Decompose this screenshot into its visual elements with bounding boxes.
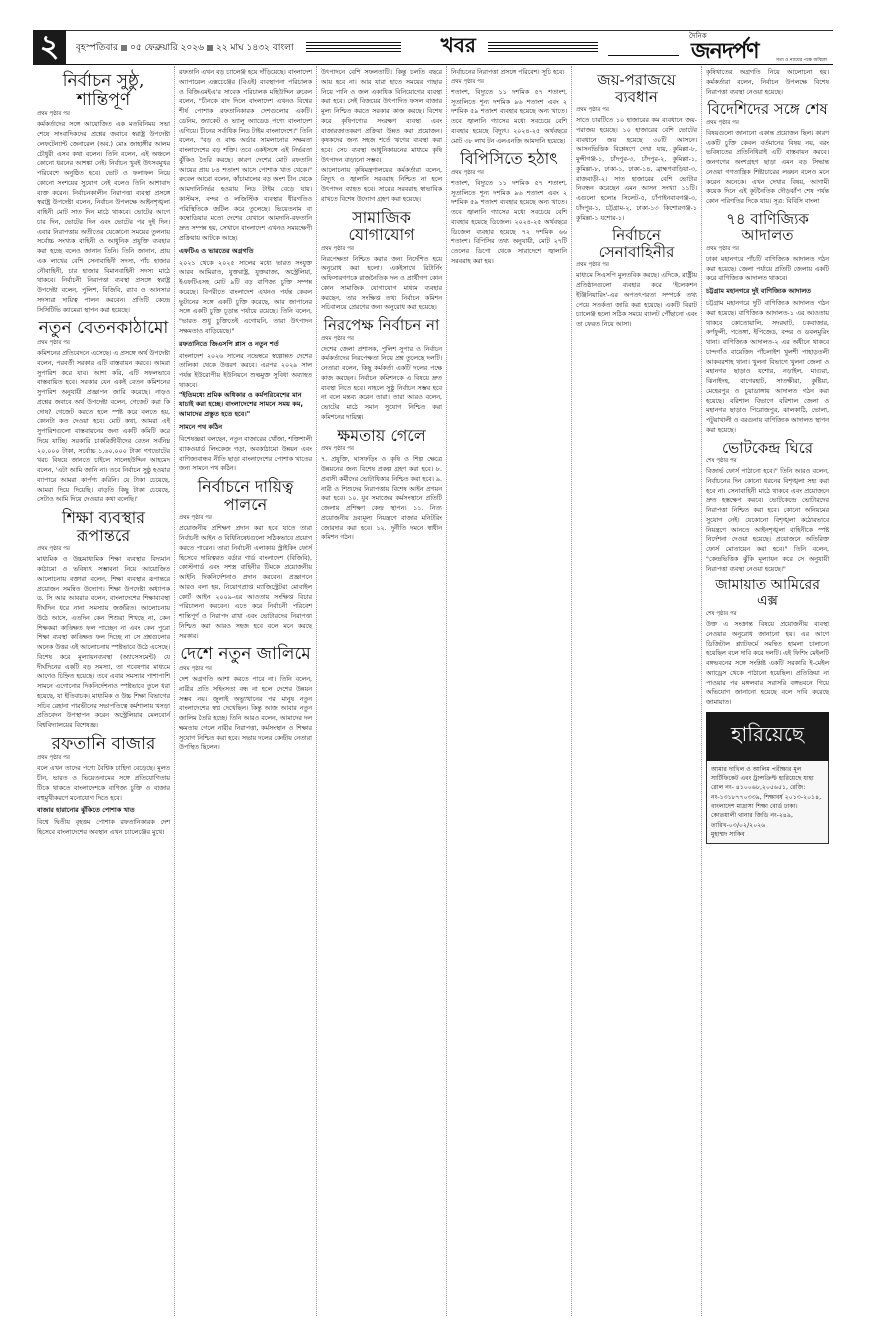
article-army-in-election[interactable] — [576, 227, 697, 330]
headline: ভোটকেন্দ্র ঘিরে — [721, 438, 814, 457]
article-body: চট্টগ্রাম মহানগরে দুটি বাণিজ্যিক আদালত গঠন করা হয়েছে। বাণিজ্যিক আদালত-১ এর আওতায় থাকবে কোতোয়ালি, সদরঘাট, চকবাজার, কর্ণফুলী, পতেঙ্গা, ইপিজেড, বন্দর ও ডবলমুরিং থানা। বাণিজ্যিক আদালত-২ এর অধীনে থাকবে চান্দগাঁও বায়েজিদ পাঁচলাইশ খুলশী পাহাড়তলী আকবরশাহ থানা। খুলনা বিভাগে খুলনা জেলা ও মহানগর ছাড়াও যশোর, নড়াইল, মাগুরা, ঝিনাইদহ, বাগেরহাট, সাতক্ষীরা, কুষ্টিয়া, মেহেরপুর ও চুয়াডাঙ্গায় আদালত গঠন করা হয়েছে। বরিশাল বিভাগে বরিশাল জেলা ও মহানগর ছাড়াও পিরোজপুর, ঝালকাঠি, ভোলা, পটুয়াখালী ও বরগুনায় বাণিজ্যিক আদালত স্থাপন করা হয়েছে। — [706, 300, 829, 434]
column-3 — [317, 66, 447, 1316]
logo-name: জনদর্পণ — [691, 38, 759, 64]
headline: নতুন বেতনকাঠামো — [38, 318, 169, 339]
article-body: ঢাকা মহানগরে পাঁচটি বাণিজ্যিক আদালত গঠন করা হয়েছে। জেলা পর্যায়ে প্রতিটি জেলায় একটি করে বাণিজ্যিক আদালত থাকবে। — [706, 255, 829, 283]
lost-notice-name: মুহাম্মদ সাকিব — [711, 830, 745, 838]
article-body: সাতে চারটিতে ১০ হাজারের কম ব্যবধানে জয়-পরাজয় হয়েছে। ১০ হাজারের বেশি ভোটের ব্যবধানে জয় হয়েছে ৩০টি আসনে। আসনভিত্তিক বিশ্লেষণে দেখা যায়, কুমিল্লা-৮, মুন্সীগঞ্জ-১, চাঁদপুর-৩, চাঁদপুর-২, কুমিল্লা-১, কুমিল্লা-৮, ঢাকা-১, ঢাকা-১৪, ব্রাহ্মণবাড়িয়া-৩, রাজবাড়ী-২। সাত হাজারের বেশি ভোটার নিবন্ধন করেছেন এমন আসন সংখ্যা ১১টি। এগুলো হলোঃ সিলেট-৫, চাঁপাইনবাবগঞ্জ-৩, চাঁদপুর-১, চট্টগ্রাম-২, ঢাকা-১৩ কিশোরগঞ্জ-১ কুমিল্লা-১ যশোর-১। — [576, 117, 697, 222]
article-body: বিশ্বে দ্বিতীয় বৃহত্তম পোশাক রফতানিকারক দেশ হিসেবে বাংলাদেশের অবস্থান এখন চ্যালেঞ্জের মুখে। — [37, 819, 170, 837]
continuation-note: প্রথম পৃষ্ঠার পর — [706, 245, 739, 252]
subheading: সামনে পথ কঠিন — [179, 423, 223, 432]
continuation-note: প্রথম পৃষ্ঠার পর — [706, 119, 739, 126]
article-export-continued[interactable] — [179, 68, 312, 474]
continuation-note: প্রথম পৃষ্ঠার পর — [321, 245, 354, 252]
column-2 — [175, 66, 317, 1316]
continuation-note: প্রথম পৃষ্ঠার পর — [451, 169, 484, 176]
headline: বিদেশিদের সঙ্গে শেষ — [707, 100, 828, 119]
continuation-note: প্রথম পৃষ্ঠার পর — [179, 666, 212, 673]
article-body: আলোচনায় কৃষিমন্ত্রণালয়ের কর্মকর্তারা বলেন, বিদ্যুৎ ও জ্বালানি সরবরাহ নিশ্চিত না হলে উৎপাদন ব্যাহত হবে। সারের সরবরাহ স্বাভাবিক রাখতে বিশেষ উদ্যোগ গ্রহণ করা হয়েছে। — [321, 166, 442, 203]
newspaper-logo — [689, 30, 829, 65]
continuation-note: প্রথম পৃষ্ঠার পর — [37, 755, 70, 762]
article-body: কর্মকর্তাদের সঙ্গে আয়োজিত এক মতবিনিময় সভা শেষে সাংবাদিকদের প্রশ্নের জবাবে স্বরাষ্ট্র উপদেষ্টা লেফটেন্যান্ট জেনারেল (অব.) মোঃ জাহাঙ্গীর আলম চৌধুরী এসব কথা বলেন। তিনি বলেন, এই অঞ্চলে কোনো ধরনের আশঙ্কা নেই। নির্বাচন খুবই উৎসবমুখর পরিবেশে অনুষ্ঠিত হবে। ভোট ও ফলাফল নিয়ে কোনো সংশয়ের সুযোগ নেই বলেও তিনি আশাবাদ ব্যক্ত করেন। নির্বাচনকালীন নিরাপত্তা ব্যবস্থা প্রসঙ্গে স্বরাষ্ট্র উপদেষ্টা বলেন, নির্বাচন উপলক্ষে আইনশৃঙ্খলা বাহিনী মোট সাত দিন মাঠে থাকবে। ভোটের আগে চার দিন, ভোটের দিন এবং ভোটের পর দুই দিন। এবার নিরাপত্তায় অতীতের যেকোনো সময়ের তুলনায় সর্বোচ্চ সংখ্যক বাহিনী ও আধুনিক প্রযুক্তি ব্যবহার করা হচ্ছে বলেও জানান তিনি। তিনি জানান, প্রায় এক লাখের বেশি সেনাবাহিনী সদস্য, পাঁচ হাজার নৌবাহিনী, চার হাজার বিমানবাহিনী সদস্য মাঠে থাকবে। নির্বাচনী নিরাপত্তা ব্যবস্থা প্রসঙ্গে স্বরাষ্ট্র উপদেষ্টা বলেন, পুলিশ, বিজিবি, র‍্যাব ও আনসার সদস্যরা দায়িত্ব পালন করবেন। প্রতিটি কেন্দ্রে সিসিটিভি ক্যামেরা স্থাপন করা হয়েছে। — [37, 121, 170, 314]
column-1 — [33, 66, 175, 1316]
date-bangla: ২২ মাঘ ১৪৩২ বাংলা — [215, 43, 294, 53]
article-agriculture[interactable] — [321, 68, 442, 205]
article-polling-centers[interactable] — [706, 440, 829, 575]
article-if-in-power[interactable] — [321, 427, 442, 543]
headline: নির্বাচনে সেনাবাহিনীর — [598, 226, 675, 261]
lost-notice — [706, 712, 829, 844]
article-body: দেশ অগ্রগতি আশা করতে পারে না। তিনি বলেন, নারীর প্রতি সহিংসতা বন্ধ না হলে দেশের উন্নয়ন সম্ভব নয়। জুলাই অভ্যুত্থানের পর মানুষ নতুন বাংলাদেশের স্বপ্ন দেখেছিল। কিন্তু আজ আবার নতুন জালিম তৈরি হচ্ছে। তিনি আরও বলেন, আমাদের দল ক্ষমতায় গেলে নারীর নিরাপত্তা, কর্মসংস্থান ও শিক্ষার সুযোগ নিশ্চিত করা হবে। সভায় দলের কেন্দ্রীয় নেতারা উপস্থিত ছিলেন। — [179, 676, 312, 752]
article-body: প্রয়োজনীয় প্রশিক্ষণ প্রদান করা হবে যাতে তারা নির্বাচনী আইন ও বিধিনিষেধগুলো সঠিকভাবে প্রয়োগ করতে পারেন। তারা নির্বাচনী এলাকায় স্ট্রাইকিং ফোর্স হিসেবে দায়িত্বরত বর্ডার গার্ড বাংলাদেশ (বিজিবি), কোস্টগার্ড এবং সশস্ত্র বাহিনীর টিমকে প্রয়োজনীয় আইনি দিকনির্দেশনাও প্রদান করবেন। প্রজ্ঞাপনে আরও বলা হয়, নিয়োগপ্রাপ্ত ম্যাজিস্ট্রেটরা মোবাইল কোর্ট আইন ২০০৯-এর আওতায় সংক্ষিপ্ত বিচার পরিচালনা করবেন। এতে করে নির্বাচনী পরিবেশ শান্তিপূর্ণ ও নিরাপদ রাখা এবং ভোটারদের নিরাপত্তা নিশ্চিত করা আরও সহজ হবে বলে মনে করছে সরকার। — [179, 525, 312, 640]
article-body: মাধ্যমে সিএসপি মুলতবিক করছে। এদিকে, রাষ্ট্রীয় প্রতিষ্ঠানগুলো ব্যবহার করে 'ইলেকশন ইঞ্জিনিয়ারিং'-এর অপতৎপরতা সম্পর্কে তথ্য পেয়ে সতর্কতা জারি করা হয়েছে। একটি বিরাট চ্যালেঞ্জ হলো সঠিক সময়ে ব্যালট পৌঁছানো এবং তা ফেরত নিয়ে আসা। — [576, 272, 697, 328]
article-new-pay-scale[interactable] — [37, 319, 170, 505]
article-body: ৭. প্রযুক্তি, ঘাসফড়িং ও কৃষি ও শিল্প ক্ষেত্রে উন্নয়নের জন্য বিশেষ প্রকল্প গ্রহণ করা হবে। ৮. প্রবাসী কর্মীদের ভোটাধিকার নিশ্চিত করা হবে। ৯. নারী ও শিশুদের নিরাপত্তায় বিশেষ আইন প্রণয়ন করা হবে। ১০. যুব সমাজের কর্মসংস্থানে প্রতিটি জেলায় প্রশিক্ষণ কেন্দ্র স্থাপন। ১১. নিত্য প্রয়োজনীয় দ্রব্যমূল্য নিয়ন্ত্রণে বাজার মনিটরিং জোরদার করা হবে। ১২. দুর্নীতি দমনে স্বাধীন কমিশন গঠন। — [321, 456, 442, 542]
column-4 — [447, 66, 572, 1316]
logo-prefix: দৈনিক — [689, 32, 707, 40]
article-new-oppressor[interactable] — [179, 645, 312, 753]
continuation-note: শেষ পৃষ্ঠার পর — [706, 611, 737, 618]
article-export-market[interactable] — [37, 735, 170, 838]
subheading: রফতানিতে জিএসপি প্লাস ও নতুন শর্ত — [179, 339, 279, 348]
article-neutral-election[interactable] — [321, 317, 442, 423]
separator-icon — [121, 45, 127, 51]
continuation-note: প্রথম পৃষ্ঠার পর — [576, 107, 609, 113]
page-header — [33, 30, 833, 65]
article-bpc-sudden[interactable] — [451, 150, 567, 266]
article-body: নিরপেক্ষতা নিশ্চিত করার জন্য নির্দেশিত হয়ে অনুরোধ করা হলো। একইসাথে রিটার্নিং অফিসারগণকে রাজনৈতিক দল ও প্রার্থীগণ কোন কোন সামাজিক যোগাযোগ মাধ্যম ব্যবহার করছেন, তার সংক্ষিপ্ত তথ্য নির্বাচন কমিশন সচিবালয়ে প্রেরণের জন্য অনুরোধ করা হয়েছে। — [321, 255, 442, 312]
date-gregorian: ০৫ ফেব্রুয়ারি ২০২৬ — [129, 43, 204, 53]
continuation-note: প্রথম পৃষ্ঠার পর — [321, 446, 354, 453]
article-body: শতাংশ, বিদ্যুতে ১১ দশমিক ৫৭ শতাংশ, সূতালিতে শূন্য দশমিক ৯৬ শতাংশ এবং ২ দশমিক ৫৯ শতাংশ ব্যবহার হয়েছে অন্য খাতে। তবে জ্বালানি গ্যাসের মধ্যে সবচেয়ে বেশি ব্যবহার হয়েছে বিদ্যুৎ। ২০২৪-২৫ অর্থবছরে মোট ৩৮ লাখ টন এলএনজি আমদানি হয়েছে। — [451, 88, 567, 145]
day: বৃহস্পতিবার — [76, 43, 118, 53]
article-body: কৃষিখাতের অগ্রগতি নিয়ে আলোচনা হয়। কর্মকর্তারা বলেন, নির্বাচন উপলক্ষে বিশেষ নিরাপত্তা ব্যবস্থা নেওয়া হয়েছে। — [706, 69, 829, 96]
article-election-duty[interactable] — [179, 478, 312, 641]
continuation-note: প্রথম পৃষ্ঠার পর — [451, 78, 484, 85]
lost-notice-title: হারিয়েছে — [706, 712, 829, 761]
continuation-note: প্রথম পৃষ্ঠার পর — [37, 111, 70, 118]
headline: সামাজিক যোগাযোগ — [348, 207, 415, 245]
headline: জয়-পরাজয়ে ব্যবধান — [597, 71, 676, 106]
article-jamaat-amir-x[interactable] — [706, 578, 829, 708]
decorative-rules — [306, 42, 401, 54]
headline: রফতানি বাজার — [51, 733, 156, 754]
column-5 — [572, 66, 702, 1316]
headline: শিক্ষা ব্যবস্থার রূপান্তরে — [61, 508, 146, 545]
continuation-note: প্রথম পৃষ্ঠার পর — [37, 546, 70, 553]
article-body: মাধ্যমিক ও উচ্চমাধ্যমিক শিক্ষা ব্যবস্থার বিদ্যমান কাঠামো ও ভবিষ্যৎ সম্ভাবনা নিয়ে আয়োজিত আলোচনায় বক্তারা বলেন, শিক্ষা ব্যবস্থার রূপান্তরে প্রয়োজন সমন্বিত উদ্যোগ। শিক্ষা উপদেষ্টা অধ্যাপক ড. সি আর আবরার বলেন, বাংলাদেশের শিক্ষাব্যবস্থা দীর্ঘদিন ধরে নানা সমস্যায় জর্জরিত। আলোচনায় উঠে আসে, এতদিন কেন শিশুরা শিখছে না, কেন শিক্ষকরা কাঙ্ক্ষিত ফল পাচ্ছেন না এবং কেন পুরো শিক্ষা ব্যবস্থা কাঙ্ক্ষিত ফল দিচ্ছে না সে প্রশ্নগুলোর অনেক উত্তর এই আলোচনায় স্পষ্টভাবে উঠে এসেছে। বিশেষ করে মূল্যায়নব্যবস্থা (অ্যাসেসমেন্ট) যে দীর্ঘদিনের একটি বড় সমস্যা, তা গবেষণার মাধ্যমে আগেও চিহ্নিত হয়েছে। তবে এবার সমস্যার পাশাপাশি সামনে এগোনোর দিকনির্দেশনাও স্পষ্টভাবে তুলে ধরা হয়েছে, যা ইতিবাচক। মাধ্যমিক ও উচ্চ শিক্ষা বিভাগের সচিব রেহানা পারভীনের সভাপতিত্বে কর্মশালায় খসড়া প্রতিবেদন উপস্থাপন করেন অস্ট্রেলিয়ার মেলবোর্ন বিশ্ববিদ্যালয়ের বিশেষজ্ঞ। — [37, 556, 170, 729]
divider — [608, 55, 679, 56]
article-body: বিশেষজ্ঞরা বলছেন, নতুন বাজারের খোঁজা, শক্তিশালী ব্যাকওয়ার্ড লিংকেজ গড়া, অবকাঠামো উন্নয়ন এবং বাণিজ্যবান্ধব নীতি ছাড়া বাংলাদেশের পোশাক খাতের জন্য সামনে পথ কঠিন। — [179, 436, 312, 473]
headline: ক্ষমতায় গেলে — [337, 425, 426, 445]
article-energy[interactable] — [451, 68, 567, 146]
article-body: বাংলাদেশ ২০২৬ সালের নভেম্বরে স্বল্পোন্নত দেশের তালিকা থেকে উত্তরণ করবে। এরপর ২০২৯ সাল পর্যন্ত ইউরোপীয় ইউনিয়নে শুল্কমুক্ত সুবিধা অব্যাহত থাকবে। — [179, 352, 312, 389]
logo-tagline: সত্য ও ন্যায়ের পক্ষে অবিচল — [776, 58, 827, 63]
continuation-note: শেষ পৃষ্ঠার পর — [706, 458, 737, 464]
article-body: দেশের জেলা প্রশাসক, পুলিশ সুপার ও নির্বাচন কর্মকর্তাদের নিরপেক্ষতা নিয়ে প্রশ্ন তুলেছে দলটি। নেতারা বলেন, কিছু কর্মকর্তা একটি দলের পক্ষে কাজ করছেন। নির্বাচন কমিশনকে এ বিষয়ে দ্রুত ব্যবস্থা নিতে হবে। নাহলে সুষ্ঠু নির্বাচন সম্ভব হবে না বলে মন্তব্য করেন তারা। তারা আরও বলেন, ভোটের মাঠে সমান সুযোগ নিশ্চিত করা কমিশনের দায়িত্ব। — [321, 345, 442, 421]
dateline — [76, 40, 294, 55]
continuation-note: প্রথম পৃষ্ঠার পর — [37, 340, 70, 347]
article-body: কমিশনের প্রতিবেদনে এসেছে। এ প্রসঙ্গে অর্থ উপদেষ্টা বলেন, পরবর্তী সরকার এটি বাস্তবায়ন করবে। আমরা সুপারিশ করে যাব। আশা করি, এটি সফলভাবে বাস্তবায়িত হবে। সরকার যেন একই বেতন কমিশনের সুপারিশ অনুযায়ী প্রজ্ঞাপন জারি করেছে। নাড়ও প্রশ্নের জবাবে অর্থ উপদেষ্টা বলেন, গেজেট করা কি দোষ? গেজেট করতে হলে স্পষ্ট করে বলতে হয়, কোনটা কত দেওয়া হবে। মোট কথা, আমরা এই সুপারিশগুলো বাস্তবায়নের জন্য একটি কমিটি করে দিয়ে যাচ্ছি। সরকারি চাকরিজীবীদের বেতন সর্বনিম্ন ২০,০০০ টাকা, সর্বোচ্চ ১,৬০,০০০ টাকা গণভোটের খরচ বিষয়ে জানতে চাইলে সালেহউদ্দিন আহমেদ বলেন, 'এটা আমি জানি না। তবে নির্বাচন সুষ্ঠু হওয়ার ব্যাপারে আমরা কার্পণ্য করিনি। যে টাকা চেয়েছে, আমরা দিয়ে দিয়েছি। বাড়তি কিছু টাকা চেয়েছে, সেটাও আমি দিয়ে দেওয়ার কথা বলেছি।' — [37, 350, 170, 504]
continuation-note: প্রথম পৃষ্ঠার পর — [576, 262, 609, 269]
headline: নিরপেক্ষ নির্বাচন না — [323, 316, 440, 335]
pull-quote: "ইতিমধ্যে শ্রমিক অধিকার ও কর্মপরিবেশের মান যাচাই করা হচ্ছে। বাংলাদেশের সামনে সময় কম, আমাদের প্রস্তুত হতে হবে।" — [179, 390, 303, 419]
subheading: চট্টগ্রাম মহানগরে দুই বাণিজ্যিক আদালত — [706, 287, 812, 295]
article-body: উক্ত এ সংক্রান্ত বিষয়ে প্রয়োজনীয় ব্যবস্থা নেওয়ার অনুরোধ জানানো হয়। এর আগে ডিজিটাল প্ল্যাটফর্মে সমন্বিত হামলা চালানো হয়েছিল বলে দাবি করে দলটি। এই ফিশিং মেইলটি বঙ্গভবনের সঙ্গে সংশ্লিষ্ট একটি সরকারি ই-মেইল অ্যাড্রেস থেকে পাঠানো হয়েছিল। প্রতিক্রিয়া না পাওয়ার পর মঙ্গলবার সরাসরি বঙ্গভবনে গিয়ে অভিযোগ জানানো হয়েছে বলে দাবি করেছে জামায়াত। — [706, 621, 829, 707]
subheading: এফটিএ ও ভারতের অগ্রগতি — [179, 246, 254, 255]
article-win-loss-margin[interactable] — [576, 72, 697, 223]
headline: জামায়াত আমিরের এক্স — [715, 577, 820, 609]
lost-notice-text: আমার দাখিল ও আলিম পরীক্ষার মূল সার্টিফিকেট এবং ট্রান্সক্রিপ্ট হারিয়েছে যাহা রোল নং- ৪১০০৬৮,২০৫৬৫১, রেজি: নং-১৩১৮৭৭০৩৩৯, শিক্ষাবর্ষ ২০১৩-২০১৪, বাংলাদেশ মাদ্রাসা শিক্ষা বোর্ড ঢাকা। কোতয়ালী থানার জিডি নং-২৪৯, তারিখ-০৩/০২/২০২৬ — [711, 765, 822, 829]
headline: বিপিসিতে হঠাৎ — [460, 149, 558, 169]
page-number: ২ — [33, 30, 66, 65]
article-foreigners[interactable] — [706, 101, 829, 207]
article-body: নির্বাচনের নিরাপত্তা প্রসঙ্গে পরিবেশ। সূচি হবে। — [451, 69, 565, 76]
lost-notice-body — [706, 761, 829, 844]
headline: দেশে নতুন জালিমে — [180, 644, 311, 665]
decorative-rules — [488, 42, 598, 54]
article-election-peaceful[interactable] — [37, 72, 170, 315]
headline: নির্বাচন সুষ্ঠু, শান্তিপূর্ণ — [62, 71, 145, 110]
article-body: ২০২১ থেকে ২০২৫ সালের মধ্যে ভারত সংযুক্ত আরব আমিরাত, যুক্তরাষ্ট্র, যুক্তরাজ্য, অস্ট্রেলিয়া, ইএফটিএসহ মোট ৯টি বড় বাণিজ্য চুক্তি সম্পন্ন করেছে। বিপরীতে বাংলাদেশ এখনও পর্যন্ত কেবল ভুটানের সঙ্গে একটি চুক্তি করেছে, আর জাপানের সঙ্গে একটি চুক্তি চূড়ান্ত পর্যায়ে রয়েছে। তিনি বলেন, "ভারত শুধু চুক্তিতেই এগোয়নি, তারা উৎপাদন সক্ষমতাও বাড়িয়েছে।" — [179, 259, 312, 335]
article-body: বিজার্ভ ফোর্স পাঠানো হবে।" তিনি আরও বলেন, নির্বাচনের দিন কোনো ধরনের বিশৃঙ্খলা সহ্য করা হবে না। সেনাবাহিনী মাঠে থাকবে এবং প্রয়োজনে দ্রুত হস্তক্ষেপ করবে। ভোটকেন্দ্রে ভোটারদের নিরাপত্তা নিশ্চিত করা হবে। কোনো অনিয়মের সুযোগ নেই। যেকোনো বিশৃঙ্খলা কঠোরভাবে নিয়ন্ত্রণে আনতে আইনশৃঙ্খলা বাহিনীকে স্পষ্ট নির্দেশনা দেওয়া হয়েছে। প্রয়োজনে অতিরিক্ত ফোর্স মোতায়েন করা হবে।" তিনি বলেন, "কেন্দ্রভিত্তিক ঝুঁকি মূল্যায়ন করে সে অনুযায়ী নিরাপত্তা ব্যবস্থা নেওয়া হয়েছে।" — [706, 468, 829, 573]
article-body: বিষয়গুলো জানানো একান্ত প্রয়োজন ছিল। কারণ একটি চুক্তি কেবল বর্তমানের বিষয় নয়, বরং ভবিষ্যতের প্রতিনিধিরাই এটি বাস্তবায়ন করবে। জনগণের অংশগ্রহণ ছাড়া এমন বড় সিদ্ধান্ত নেওয়া গণতান্ত্রিক শিষ্টাচারের লঙ্ঘন বলেও মনে করেন অনেকে। এখন দেখার বিষয়, আগামী কয়েক দিনে এই কূটনৈতিক দৌড়ঝাঁপ শেষ পর্যন্ত কোন পরিণতির দিকে যায়। সূত্র: বিবিসি বাংলা — [706, 129, 829, 205]
continuation-note: প্রথম পৃষ্ঠার পর — [179, 515, 212, 522]
headline: নির্বাচনে দায়িত্ব পালনে — [197, 477, 294, 514]
column-6 — [702, 66, 833, 1316]
article-education-reform[interactable] — [37, 509, 170, 731]
section-title: খবর — [440, 33, 476, 57]
article-columns — [33, 66, 833, 1316]
article-body: উৎপাদনে বেশি সফলতাটি। কিন্তু চলতি বছরে আয় হবে না। আর যারা হাতে সময়ের গাছার নিয়ে পানি ও জল একাধিক বিনিয়োগের ব্যবস্থা করা হবে। সেই বিজয়ের উৎপাদিত ফসল বাজার মূল্য নিশ্চিত করতে সরকার কাজ করছে। বিশেষ করে কৃষিপণ্যের সংরক্ষণ ব্যবস্থা এবং বাজারজাতকরণ প্রক্রিয়া উন্নত করা প্রয়োজন। কৃষকদের জন্য সহজ শর্তে ঋণের ব্যবস্থা করা হবে। সেচ ব্যবস্থা আধুনিকায়নের মাধ্যমে কৃষি উৎপাদন বাড়ানো সম্ভব। — [321, 69, 442, 164]
article-social-media[interactable] — [321, 209, 442, 314]
article-body: শতাংশ, বিদ্যুতে ১১ দশমিক ৫৭ শতাংশ, সূতালিতে শূন্য দশমিক ৯৬ শতাংশ এবং ২ দশমিক ৫৯ শতাংশ ব্যবহার হয়েছে অন্য খাতে। তবে জ্বালানি গ্যাসের মধ্যে সবচেয়ে বেশি ব্যবহার হয়েছে ডিজেল। ২০২৪-২৫ অর্থবছরে ডিজেল ব্যবহার হয়েছে ৭২ দশমিক ৬৬ শতাংশ। বিপিসির তথ্য অনুযায়ী, মোট ২৭টি তেলের ডিপো থেকে সারাদেশে জ্বালানি সরবরাহ করা হয়। — [451, 179, 567, 265]
continuation-note: প্রথম পৃষ্ঠার পর — [321, 335, 354, 342]
article-body: রফতানি এখন বড় চ্যালেঞ্জ হয়ে দাঁড়িয়েছে। বাংলাদেশ অ্যাপারেল এক্সচেঞ্জের (বিএই) ব্যবস্থাপনা পরিচালক ও বিজিএমইএ'র সাবেক পরিচালক মহিউদ্দিন রুবেল বলেন, "চীনকে বাদ দিলে বাংলাদেশ এখনও বিশ্বের শীর্ষ পোশাক রফতানিকারক দেশগুলোর একটি। ডেনিম, জ্যাকেট ও ভ্যালু অ্যাডেড পণ্যে বাংলাদেশ এগিয়ে। চীনের সর্বাধিক লিড টাইম বাংলাদেশে।" তিনি বলেন, "বড় ও বাল্ক অর্ডার সামলানোর সক্ষমতা বাংলাদেশের বড় শক্তি। তবে একইসঙ্গে এই নির্ভরতা ঝুঁকিও তৈরি করছে। কারণ দেশের মোট রফতানি আয়ের প্রায় ৮৪ শতাংশ আসে পোশাক খাত থেকে।" রুবেল আরো বলেন, কাঁচামালের বড় অংশ চীন থেকে আমদানিনির্ভর হওয়ায় লিড টাইম বেড়ে যায়। কাস্টমস, বন্দর ও লজিস্টিক ব্যবস্থার ধীরগতিও পরিস্থিতিকে জটিল করে তুলেছে। ভিয়েতনাম বা কম্বোডিয়ার মতো দেশের যেখানে আমদানি-রফতানি দ্রুত সম্পন্ন হয়, সেখানে বাংলাদেশ এখনও সময়ক্ষেপী প্রক্রিয়ায় আটকে আছে। — [179, 69, 312, 242]
separator-icon — [207, 45, 213, 51]
article-commercial-courts[interactable] — [706, 211, 829, 436]
article-body: বলে এখন তাদের পণ্যে বৈশ্বিক চাহিদা বেড়েছে। মূলত চীন, ভারত ও ভিয়েতনামের সঙ্গে প্রতিযোগিতায় টিকে থাকতে বাংলাদেশকে বাণিজ্য চুক্তি ও বাজার বহুমুখীকরণে মনোযোগ দিতে হবে। — [37, 765, 170, 802]
headline: ৭৪ বাণিজ্যিক আদালত — [726, 209, 809, 245]
subheading: বাজার হারানোর ঝুঁকিতে পোশাক খাত — [37, 806, 135, 815]
